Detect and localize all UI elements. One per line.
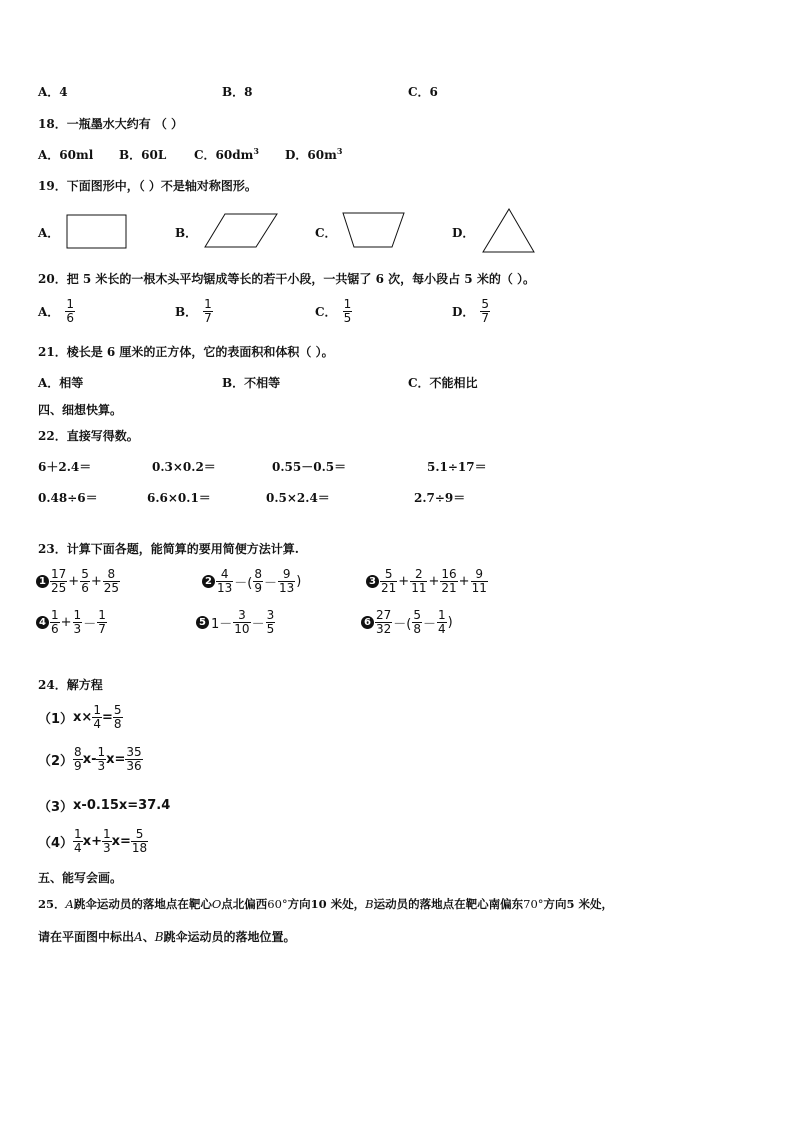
q20-option-a: A． $\frac{1}{6}$ (38, 297, 74, 325)
q22-item: 6＋2.4＝ (38, 460, 92, 474)
q23-expression-1: 1 $\frac{17}{25}$ + $\frac{5}{6}$ + $\frac{8}{25}$ (36, 568, 120, 595)
section-4-heading: 四、细想快算。 (38, 403, 123, 417)
q18-option-b: B．60L (119, 148, 167, 162)
q24-equation-2: （2） $\frac{8}{9}$ x- $\frac{1}{3}$ x= $\frac{35}{36}$ (38, 745, 142, 773)
q25-line-1: 25．A跳伞运动员的落地点在靶心O点北偏西60°方向10 米处，B运动员的落地点在靶心南偏东70°方向5 米处， (38, 897, 614, 911)
marker-2: 2 (202, 575, 215, 588)
q18-option-d: D．$60m^3$ (285, 146, 343, 162)
marker-3: 3 (366, 575, 379, 588)
q22-item: 0.48÷6＝ (38, 491, 98, 505)
q21-option-b: B．不相等 (222, 376, 281, 390)
q20-option-c: C． $\frac{1}{5}$ (315, 297, 352, 325)
q22-item: 6.6×0.1＝ (147, 491, 211, 505)
q20-option-b: B． $\frac{1}{7}$ (175, 297, 212, 325)
q22-question: 22．直接写得数。 (38, 429, 139, 443)
q23-expression-3: 3 $\frac{5}{21}$ + $\frac{2}{11}$ + $\frac{16}{21}$ + $\frac{9}{11}$ (366, 568, 488, 595)
q22-item: 0.5×2.4＝ (266, 491, 330, 505)
q17-option-a: A．4 (38, 85, 68, 99)
q22-item: 0.55－0.5＝ (272, 460, 347, 474)
q19-option-c: C． (315, 226, 337, 240)
q20-question: 20．把 5 米长的一根木头平均锯成等长的若干小段，一共锯了 6 次，每小段占 5 米的（ ）。 (38, 272, 535, 286)
rectangle-shape (66, 214, 128, 250)
trapezoid-shape (342, 212, 406, 249)
q24-equation-4: （4） $\frac{1}{4}$ x+ $\frac{1}{3}$ x= $\frac{5}{18}$ (38, 827, 148, 855)
q19-question: 19．下面图形中，（ ）不是轴对称图形。 (38, 179, 257, 193)
q18-question: 18．一瓶墨水大约有 （ ） (38, 117, 184, 131)
q17-option-b: B．8 (222, 85, 253, 99)
q24-equation-1: （1） x× $\frac{1}{4}$ = $\frac{5}{8}$ (38, 703, 122, 731)
q21-option-a: A．相等 (38, 376, 84, 390)
q23-expression-6: 6 $\frac{27}{32}$ －( $\frac{5}{8}$ － $\frac{1}{4}$ ) (361, 609, 454, 636)
q22-item: 0.3×0.2＝ (152, 460, 216, 474)
q17-option-c: C．6 (408, 85, 438, 99)
q22-item: 2.7÷9＝ (414, 491, 466, 505)
marker-1: 1 (36, 575, 49, 588)
q23-expression-2: 2 $\frac{4}{13}$ －( $\frac{8}{9}$ － $\frac{9}{13}$ ) (202, 568, 302, 595)
q18-option-a: A．60ml (38, 148, 94, 162)
q21-option-c: C．不能相比 (408, 376, 478, 390)
triangle-shape (482, 208, 536, 254)
marker-4: 4 (36, 616, 49, 629)
q20-option-d: D． $\frac{5}{7}$ (452, 297, 490, 325)
q18-option-c: C．$60dm^3$ (194, 146, 259, 162)
q23-expression-5: 5 1－ $\frac{3}{10}$ － $\frac{3}{5}$ (196, 609, 275, 636)
q23-expression-4: 4 $\frac{1}{6}$ + $\frac{1}{3}$ － $\frac{1}{7}$ (36, 609, 107, 636)
q19-option-d: D． (452, 226, 475, 240)
q19-option-a: A． (38, 226, 60, 240)
q24-equation-3: （3） x-0.15x=37.4 (38, 798, 171, 815)
q21-question: 21．棱长是 6 厘米的正方体，它的表面积和体积（ ）。 (38, 345, 334, 359)
q19-option-b: B． (175, 226, 198, 240)
q24-question: 24．解方程 (38, 678, 103, 692)
q22-item: 5.1÷17＝ (427, 460, 487, 474)
q25-line-2: 请在平面图中标出A、B跳伞运动员的落地位置。 (38, 930, 296, 944)
marker-5: 5 (196, 616, 209, 629)
q23-question: 23．计算下面各题，能简算的要用简便方法计算. (38, 542, 299, 556)
marker-6: 6 (361, 616, 374, 629)
section-5-heading: 五、能写会画。 (38, 871, 123, 885)
parallelogram-shape (204, 213, 278, 249)
